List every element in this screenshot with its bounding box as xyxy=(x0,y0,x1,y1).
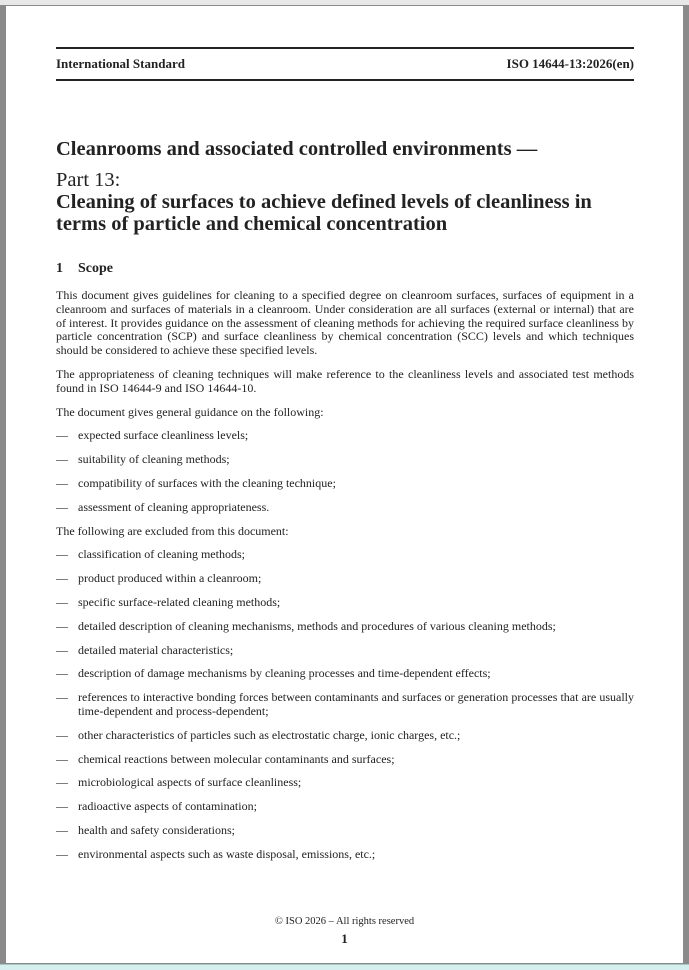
document-subtitle: Cleaning of surfaces to achieve defined levels of cleanliness in terms of particle and chemical concentration xyxy=(56,191,592,235)
list-item xyxy=(56,848,634,862)
list-item-text: suitability of cleaning methods; xyxy=(78,452,230,467)
list-item xyxy=(56,753,634,767)
dash-marker: — xyxy=(56,594,68,609)
part-label: Part 13: xyxy=(56,169,121,191)
document-title: Cleanrooms and associated controlled environments — xyxy=(56,138,538,160)
dash-marker: — xyxy=(56,751,68,766)
page-number: 1 xyxy=(341,931,348,946)
viewer-bottom-bar xyxy=(0,964,689,970)
dash-marker: — xyxy=(56,799,68,814)
list-item-text: chemical reactions between molecular contaminants and surfaces; xyxy=(78,751,395,766)
list-item xyxy=(56,667,634,681)
dash-marker: — xyxy=(56,727,68,742)
list-item-text: expected surface cleanliness levels; xyxy=(78,428,249,443)
list-item xyxy=(56,548,634,562)
list-item-text: references to interactive bonding forces between contaminants and surfaces or generation processes that are usually time-dependent and process-dependent; xyxy=(78,690,634,718)
list-item-text: description of damage mechanisms by cleaning processes and time-dependent effects; xyxy=(78,666,491,681)
list-item xyxy=(56,572,634,586)
list-item xyxy=(56,824,634,838)
excluded-list xyxy=(56,548,634,861)
list-item-text: detailed description of cleaning mechanisms, methods and procedures of various cleaning methods; xyxy=(78,618,556,633)
list-item-text: classification of cleaning methods; xyxy=(78,547,245,562)
list-item-text: environmental aspects such as waste disposal, emissions, etc.; xyxy=(78,846,376,861)
dash-marker: — xyxy=(56,499,68,514)
list-item-text: microbiological aspects of surface cleanliness; xyxy=(78,775,302,790)
dash-marker: — xyxy=(56,690,68,705)
list-item xyxy=(56,596,634,610)
document-page xyxy=(6,6,683,963)
dash-marker: — xyxy=(56,428,68,443)
paragraph: The appropriateness of cleaning techniques will make reference to the cleanliness levels and associated test methods found in ISO 14644-9 and ISO 14644-10. xyxy=(56,366,634,395)
list-item-text: detailed material characteristics; xyxy=(78,642,234,657)
list-item xyxy=(56,800,634,814)
dash-marker: — xyxy=(56,822,68,837)
dash-marker: — xyxy=(56,846,68,861)
list-item xyxy=(56,691,634,719)
copyright-notice: © ISO 2026 – All rights reserved xyxy=(274,916,415,927)
paragraph: This document gives guidelines for cleaning to a specified degree on cleanroom surfaces, surfaces of equipment in a cleanroom and surfaces of materials in a cleanroom. Under consideration are all surfaces (external or internal) that are of interest. It provides guidance on the assessment of cleaning methods for achieving the required surface cleanliness by particle concentration (SCP) and surface cleanliness by chemical concentration (SCC) levels and which techniques should be considered to achieve these specified levels. xyxy=(56,288,634,358)
header-doc-type: International Standard xyxy=(56,56,185,71)
list-item xyxy=(56,477,634,491)
dash-marker: — xyxy=(56,642,68,657)
list-item-text: compatibility of surfaces with the cleaning technique; xyxy=(78,475,336,490)
list-item-text: specific surface-related cleaning methods; xyxy=(78,594,281,609)
dash-marker: — xyxy=(56,618,68,633)
list-item xyxy=(56,776,634,790)
list-item-text: product produced within a cleanroom; xyxy=(78,571,262,586)
paragraph: The following are excluded from this document: xyxy=(56,523,289,538)
viewer-top-bar xyxy=(0,0,689,5)
list-item-text: other characteristics of particles such as electrostatic charge, ionic charges, etc.; xyxy=(78,727,461,742)
dash-marker: — xyxy=(56,452,68,467)
list-item xyxy=(56,501,634,515)
list-item-text: assessment of cleaning appropriateness. xyxy=(78,499,270,514)
dash-marker: — xyxy=(56,775,68,790)
list-item-text: health and safety considerations; xyxy=(78,822,235,837)
page-content xyxy=(56,137,634,872)
section-number: 1 xyxy=(56,261,63,276)
list-item xyxy=(56,729,634,743)
paragraph: The document gives general guidance on the following: xyxy=(56,404,324,419)
dash-marker: — xyxy=(56,666,68,681)
header-doc-id: ISO 14644-13:2026(en) xyxy=(506,56,634,71)
list-item xyxy=(56,620,634,634)
list-item xyxy=(56,429,634,443)
section-title: Scope xyxy=(78,261,113,276)
list-item-text: radioactive aspects of contamination; xyxy=(78,799,257,814)
guidance-list xyxy=(56,429,634,514)
list-item xyxy=(56,644,634,658)
dash-marker: — xyxy=(56,571,68,586)
list-item xyxy=(56,453,634,467)
section-heading xyxy=(56,261,634,277)
dash-marker: — xyxy=(56,475,68,490)
page-header xyxy=(56,47,634,81)
dash-marker: — xyxy=(56,547,68,562)
